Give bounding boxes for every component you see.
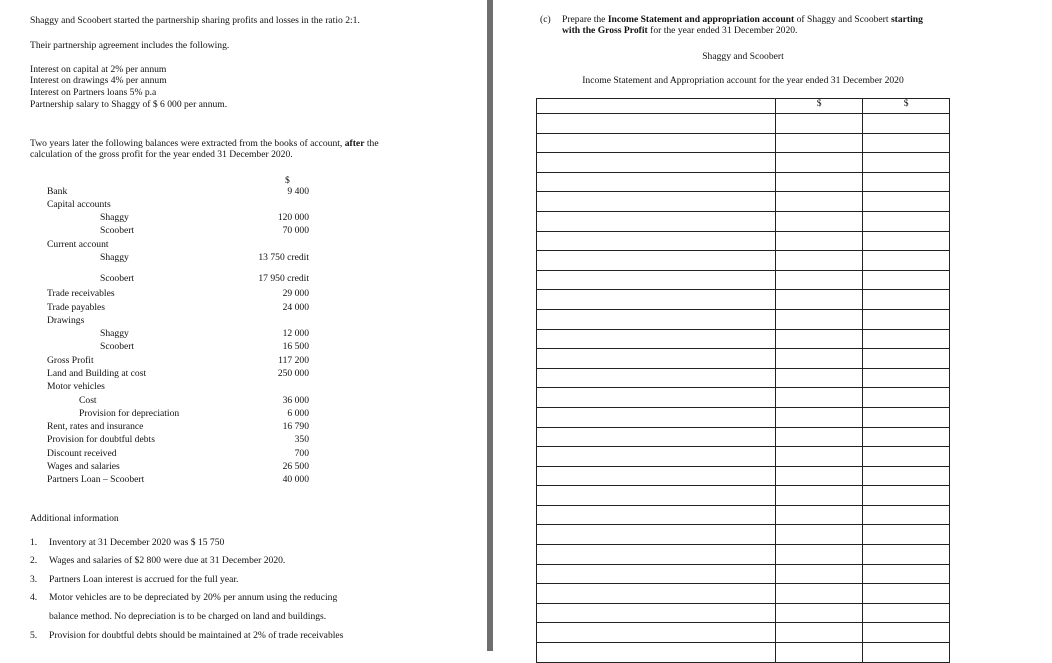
motor-vehicles-label: Motor vehicles xyxy=(47,381,105,392)
dr-scoobert-label: Scoobert xyxy=(100,341,135,352)
doubtful-value: 350 xyxy=(294,434,309,445)
answer-row[interactable] xyxy=(537,643,950,663)
rent-value: 16 790 xyxy=(282,421,309,432)
additional-text-4: Motor vehicles are to be depreciated by 20% per annum using the reducing xyxy=(49,592,338,603)
left-page xyxy=(0,0,487,651)
wages-value: 26 500 xyxy=(282,461,309,472)
cur-scoobert-label: Scoobert xyxy=(100,273,135,284)
cur-scoobert-value: 17 950 credit xyxy=(258,273,309,284)
discount-value: 700 xyxy=(294,448,309,459)
rent-label: Rent, rates and insurance xyxy=(47,421,144,432)
answer-row[interactable] xyxy=(537,505,950,525)
discount-label: Discount received xyxy=(47,448,117,459)
mv-prov-value: 6 000 xyxy=(287,408,309,419)
question-line1: Prepare the Income Statement and appropriation account of Shaggy and Scoobert starting xyxy=(562,14,923,25)
answer-row[interactable] xyxy=(537,133,950,153)
answer-header-row xyxy=(537,99,950,114)
answer-row[interactable] xyxy=(537,447,950,467)
wages-label: Wages and salaries xyxy=(47,461,120,472)
additional-text-3: Partners Loan interest is accrued for the full year. xyxy=(49,574,239,585)
cur-shaggy-value: 13 750 credit xyxy=(258,252,309,263)
trade-payables-value: 24 000 xyxy=(282,302,309,313)
cap-scoobert-label: Scoobert xyxy=(100,225,135,236)
term-salary: Partnership salary to Shaggy of $ 6 000 per annum. xyxy=(30,99,228,110)
answer-row[interactable] xyxy=(537,153,950,173)
answer-row[interactable] xyxy=(537,329,950,349)
answer-row[interactable] xyxy=(537,172,950,192)
answer-row[interactable] xyxy=(537,584,950,604)
bank-value: 9 400 xyxy=(287,186,309,197)
intro-text: Shaggy and Scoobert started the partnership sharing profits and losses in the ratio 2:1. xyxy=(30,15,360,26)
answer-row[interactable] xyxy=(537,407,950,427)
capital-accounts-label: Capital accounts xyxy=(47,199,111,210)
answer-row[interactable] xyxy=(537,466,950,486)
answer-row[interactable] xyxy=(537,368,950,388)
additional-text-5: Provision for doubtful debts should be maintained at 2% of trade receivables xyxy=(49,630,344,641)
trade-receivables-value: 29 000 xyxy=(282,288,309,299)
answer-row[interactable] xyxy=(537,251,950,271)
balances-intro: Two years later the following balances were extracted from the books of account, after the xyxy=(30,138,379,149)
bank-label: Bank xyxy=(47,186,68,197)
question-label: (c) xyxy=(540,14,551,25)
answer-row[interactable] xyxy=(537,427,950,447)
additional-num-4: 4. xyxy=(30,592,38,603)
land-label: Land and Building at cost xyxy=(47,368,147,379)
answer-header-col1: $ xyxy=(775,99,863,114)
additional-text-2: Wages and salaries of $2 800 were due at 31 December 2020. xyxy=(49,555,286,566)
loan-label: Partners Loan – Scoobert xyxy=(47,474,145,485)
gross-profit-label: Gross Profit xyxy=(47,355,94,366)
loan-value: 40 000 xyxy=(282,474,309,485)
additional-num-1: 1. xyxy=(30,537,38,548)
cap-scoobert-value: 70 000 xyxy=(282,225,309,236)
currency-header: $ xyxy=(285,175,290,186)
doubtful-label: Provision for doubtful debts xyxy=(47,434,155,445)
answer-row[interactable] xyxy=(537,564,950,584)
answer-header-desc xyxy=(537,99,776,114)
answer-header-col2: $ xyxy=(863,99,950,114)
balances-intro-line2: calculation of the gross profit for the year ended 31 December 2020. xyxy=(30,149,293,160)
answer-row[interactable] xyxy=(537,231,950,251)
dr-shaggy-value: 12 000 xyxy=(282,328,309,339)
answer-row[interactable] xyxy=(537,349,950,369)
answer-row[interactable] xyxy=(537,309,950,329)
cap-shaggy-value: 120 000 xyxy=(277,212,309,223)
additional-text-4b: balance method. No depreciation is to be charged on land and buildings. xyxy=(49,611,327,622)
answer-row[interactable] xyxy=(537,270,950,290)
answer-row[interactable] xyxy=(537,545,950,565)
additional-title: Additional information xyxy=(30,513,119,524)
dr-shaggy-label: Shaggy xyxy=(100,328,129,339)
question-line2: with the Gross Profit for the year ended 31 December 2020. xyxy=(562,25,798,36)
answer-row[interactable] xyxy=(537,603,950,623)
dr-scoobert-value: 16 500 xyxy=(282,341,309,352)
agreement-text: Their partnership agreement includes the following. xyxy=(30,40,230,51)
cap-shaggy-label: Shaggy xyxy=(100,212,129,223)
answer-row[interactable] xyxy=(537,388,950,408)
mv-cost-value: 36 000 xyxy=(282,395,309,406)
answer-row[interactable] xyxy=(537,623,950,643)
trade-receivables-label: Trade receivables xyxy=(47,288,115,299)
land-value: 250 000 xyxy=(277,368,309,379)
additional-text-1: Inventory at 31 December 2020 was $ 15 750 xyxy=(49,537,225,548)
additional-num-3: 3. xyxy=(30,574,38,585)
answer-row[interactable] xyxy=(537,114,950,134)
trade-payables-label: Trade payables xyxy=(47,302,105,313)
mv-prov-label: Provision for depreciation xyxy=(79,408,180,419)
additional-num-2: 2. xyxy=(30,555,38,566)
answer-grid xyxy=(536,98,950,663)
gross-profit-value: 117 200 xyxy=(278,355,309,366)
current-account-label: Current account xyxy=(47,239,109,250)
answer-row[interactable] xyxy=(537,211,950,231)
answer-row[interactable] xyxy=(537,290,950,310)
answer-row[interactable] xyxy=(537,525,950,545)
term-interest-loans: Interest on Partners loans 5% p.a xyxy=(30,87,157,98)
cur-shaggy-label: Shaggy xyxy=(100,252,129,263)
additional-num-5: 5. xyxy=(30,630,38,641)
mv-cost-label: Cost xyxy=(79,395,97,406)
answer-row[interactable] xyxy=(537,486,950,506)
drawings-label: Drawings xyxy=(47,315,85,326)
firm-name: Shaggy and Scoobert xyxy=(702,51,784,62)
statement-title: Income Statement and Appropriation account for the year ended 31 December 2020 xyxy=(582,75,904,86)
term-interest-capital: Interest on capital at 2% per annum xyxy=(30,64,167,75)
answer-row[interactable] xyxy=(537,192,950,212)
term-interest-drawings: Interest on drawings 4% per annum xyxy=(30,75,167,86)
